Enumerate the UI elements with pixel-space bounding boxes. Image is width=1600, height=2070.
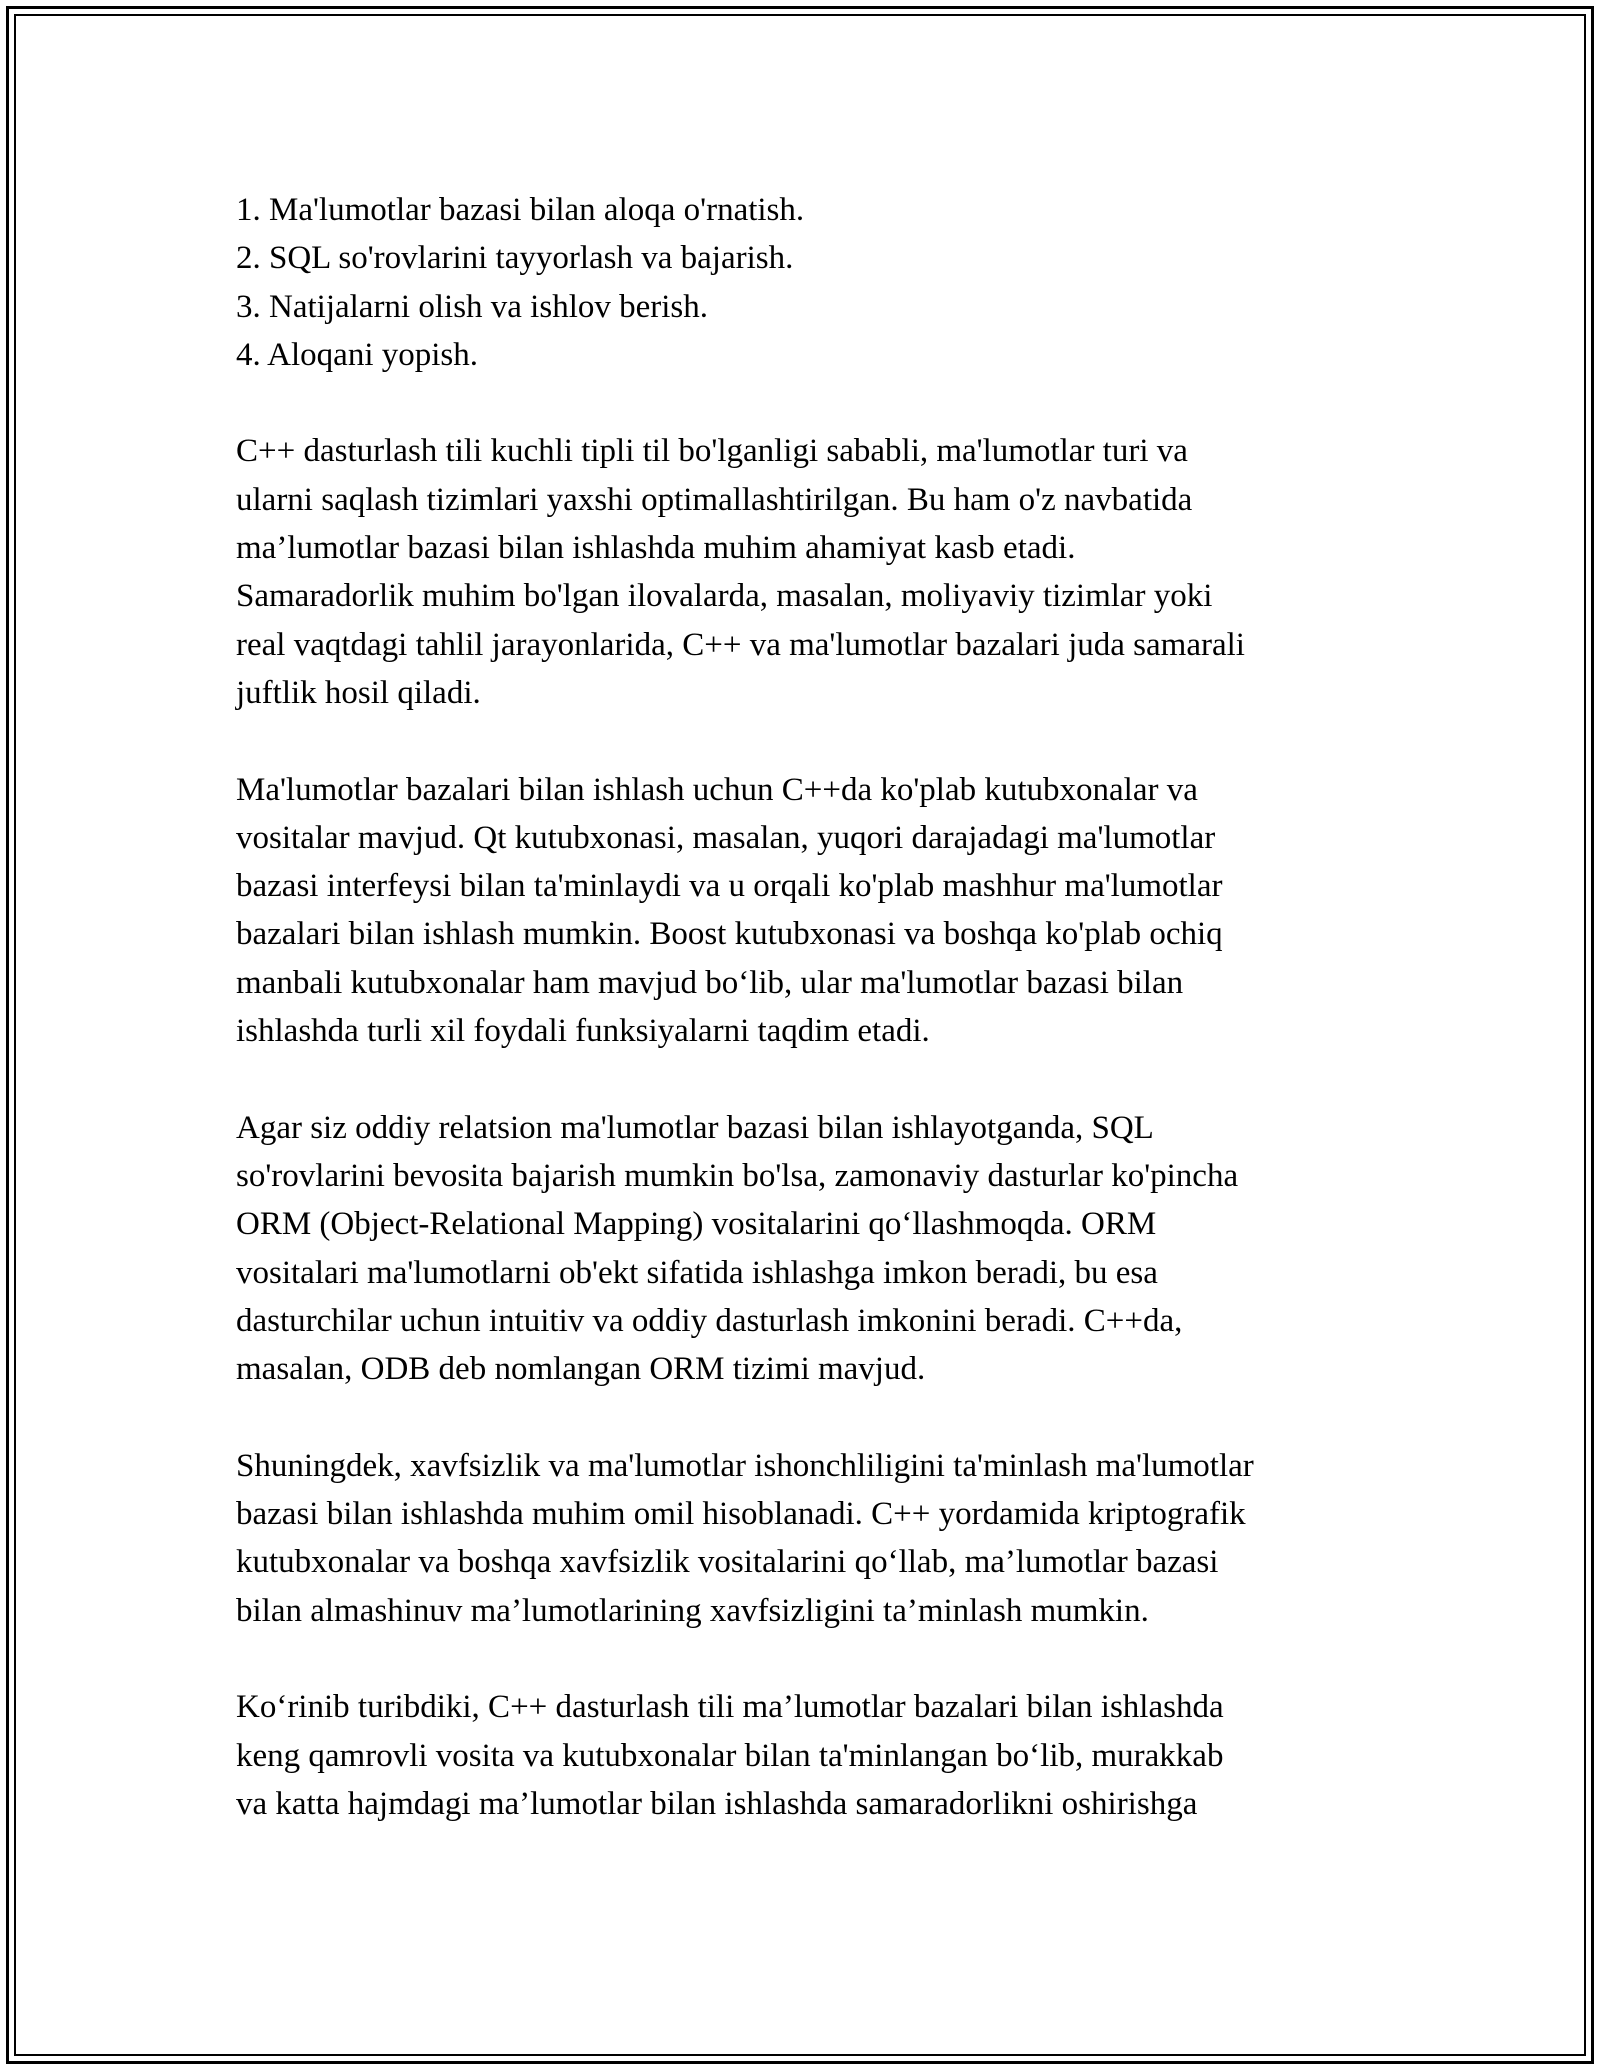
text-line: vositalar mavjud. Qt kutubxonasi, masalan, yuqori darajadagi ma'lumotlar [236,819,1216,856]
list-item: 4. Aloqani yopish. [236,336,479,373]
text-line: bazasi interfeysi bilan ta'minlaydi va u orqali ko'plab mashhur ma'lumotlar [236,868,1223,905]
paragraph-spacer [236,1393,1386,1441]
paragraph [236,1683,1386,1828]
document-body [236,186,1386,1828]
text-line: kutubxonalar va boshqa xavfsizlik vositalarini qo‘llab, ma’lumotlar bazasi [236,1544,1219,1581]
text-line: Samaradorlik muhim bo'lgan ilovalarda, masalan, moliyaviy tizimlar yoki [236,578,1213,615]
text-line: manbali kutubxonalar ham mavjud bo‘lib, ular ma'lumotlar bazasi bilan [236,964,1184,1001]
text-line: bazalari bilan ishlash mumkin. Boost kutubxonasi va boshqa ko'plab ochiq [236,916,1223,953]
text-line: va katta hajmdagi ma’lumotlar bilan ishlashda samaradorlikni oshirishga [236,1785,1198,1822]
text-line: Agar siz oddiy relatsion ma'lumotlar bazasi bilan ishlayotganda, SQL [236,1109,1154,1146]
list-item: 2. SQL so'rovlarini tayyorlash va bajarish. [236,240,794,277]
text-line: dasturchilar uchun intuitiv va oddiy dasturlash imkonini beradi. C++da, [236,1302,1183,1339]
text-line: bilan almashinuv ma’lumotlarining xavfsizligini ta’minlash mumkin. [236,1592,1149,1629]
text-line: so'rovlarini bevosita bajarish mumkin bo'lsa, zamonaviy dasturlar ko'pincha [236,1157,1239,1194]
text-line: vositalari ma'lumotlarni ob'ekt sifatida ishlashga imkon beradi, bu esa [236,1254,1158,1291]
paragraph-spacer [236,717,1386,765]
paragraph [236,766,1386,1056]
text-line: masalan, ODB deb nomlangan ORM tizimi mavjud. [236,1351,926,1388]
paragraph [236,1442,1386,1635]
paragraph [236,1104,1386,1394]
text-line: ma’lumotlar bazasi bilan ishlashda muhim ahamiyat kasb etadi. [236,530,1076,567]
text-line: ularni saqlash tizimlari yaxshi optimallashtirilgan. Bu ham o'z navbatida [236,481,1193,518]
paragraph-spacer [236,1635,1386,1683]
text-line: C++ dasturlash tili kuchli tipli til bo'lganligi sababli, ma'lumotlar turi va [236,433,1188,470]
text-line: real vaqtdagi tahlil jarayonlarida, C++ va ma'lumotlar bazalari juda samarali [236,626,1245,663]
text-line: juftlik hosil qiladi. [236,674,481,711]
paragraph-spacer [236,379,1386,427]
text-line: Ma'lumotlar bazalari bilan ishlash uchun C++da ko'plab kutubxonalar va [236,771,1198,808]
text-line: ishlashda turli xil foydali funksiyalarni taqdim etadi. [236,1013,930,1050]
text-line: Ko‘rinib turibdiki, C++ dasturlash tili ma’lumotlar bazalari bilan ishlashda [236,1689,1224,1726]
text-line: bazasi bilan ishlashda muhim omil hisoblanadi. C++ yordamida kriptografik [236,1496,1246,1533]
list-item: 3. Natijalarni olish va ishlov berish. [236,288,709,325]
paragraph-spacer [236,1055,1386,1103]
text-line: Shuningdek, xavfsizlik va ma'lumotlar ishonchliligini ta'minlash ma'lumotlar [236,1447,1254,1484]
list-item: 1. Ma'lumotlar bazasi bilan aloqa o'rnatish. [236,192,805,228]
paragraph [236,427,1386,717]
numbered-list [236,186,1386,379]
text-line: ORM (Object-Relational Mapping) vositalarini qo‘llashmoqda. ORM [236,1206,1157,1243]
text-line: keng qamrovli vosita va kutubxonalar bilan ta'minlangan bo‘lib, murakkab [236,1737,1224,1774]
